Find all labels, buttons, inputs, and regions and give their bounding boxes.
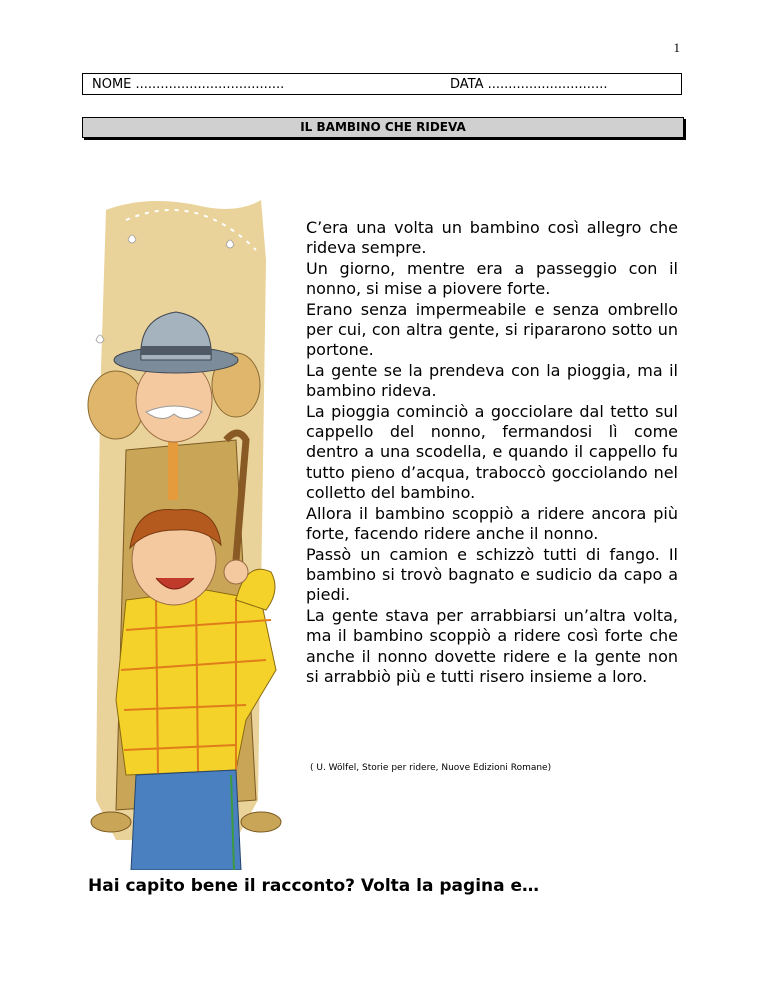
hat-band (141, 346, 211, 355)
story-paragraph: C’era una volta un bambino così allegro che rideva sempre. (306, 218, 678, 258)
left-figure-head (88, 371, 144, 439)
story-illustration (86, 200, 291, 870)
story-paragraph: La gente se la prendeva con la pioggia, ma il bambino rideva. (306, 360, 678, 401)
story-paragraph: Passò un camion e schizzò tutti di fango. Il bambino si trovò bagnato e sudicio da capo a piedi. (306, 544, 678, 605)
story-paragraph: Allora il bambino scoppiò a ridere ancora più forte, facendo ridere anche il nonno. (306, 503, 678, 544)
date-field: DATA ............................. (450, 77, 608, 92)
name-date-box (82, 73, 682, 95)
story-paragraph: Un giorno, mentre era a passeggio con il nonno, si mise a piovere forte. (306, 258, 678, 299)
right-shoe (241, 812, 281, 832)
left-shoe (91, 812, 131, 832)
story-title: IL BAMBINO CHE RIDEVA (82, 117, 684, 138)
footer-question: Hai capito bene il racconto? Volta la pagina e… (88, 876, 540, 896)
story-citation: ( U. Wölfel, Storie per ridere, Nuove Edizioni Romane) (310, 763, 552, 773)
story-paragraph: La gente stava per arrabbiarsi un’altra volta, ma il bambino scoppiò a ridere così forte che anche il nonno dovette ridere e la gente non si arrabbiò più e tutti risero insieme a loro. (306, 605, 678, 686)
child-jeans (131, 770, 241, 870)
story-text (306, 218, 678, 687)
story-paragraph: Erano senza impermeabile e senza ombrello per cui, con altra gente, si ripararono sotto un portone. (306, 299, 678, 360)
story-paragraph: La pioggia cominciò a gocciolare dal tetto sul cappello del nonno, fermandosi lì come dentro a una scodella, e quando il cappello fu tutto pieno d’acqua, traboccò gocciolando nel colletto del bambino. (306, 401, 678, 503)
grandpa-tie (168, 440, 178, 500)
page-number: 1 (673, 40, 680, 55)
name-field: NOME .................................... (92, 77, 285, 92)
child-hand (224, 560, 248, 584)
